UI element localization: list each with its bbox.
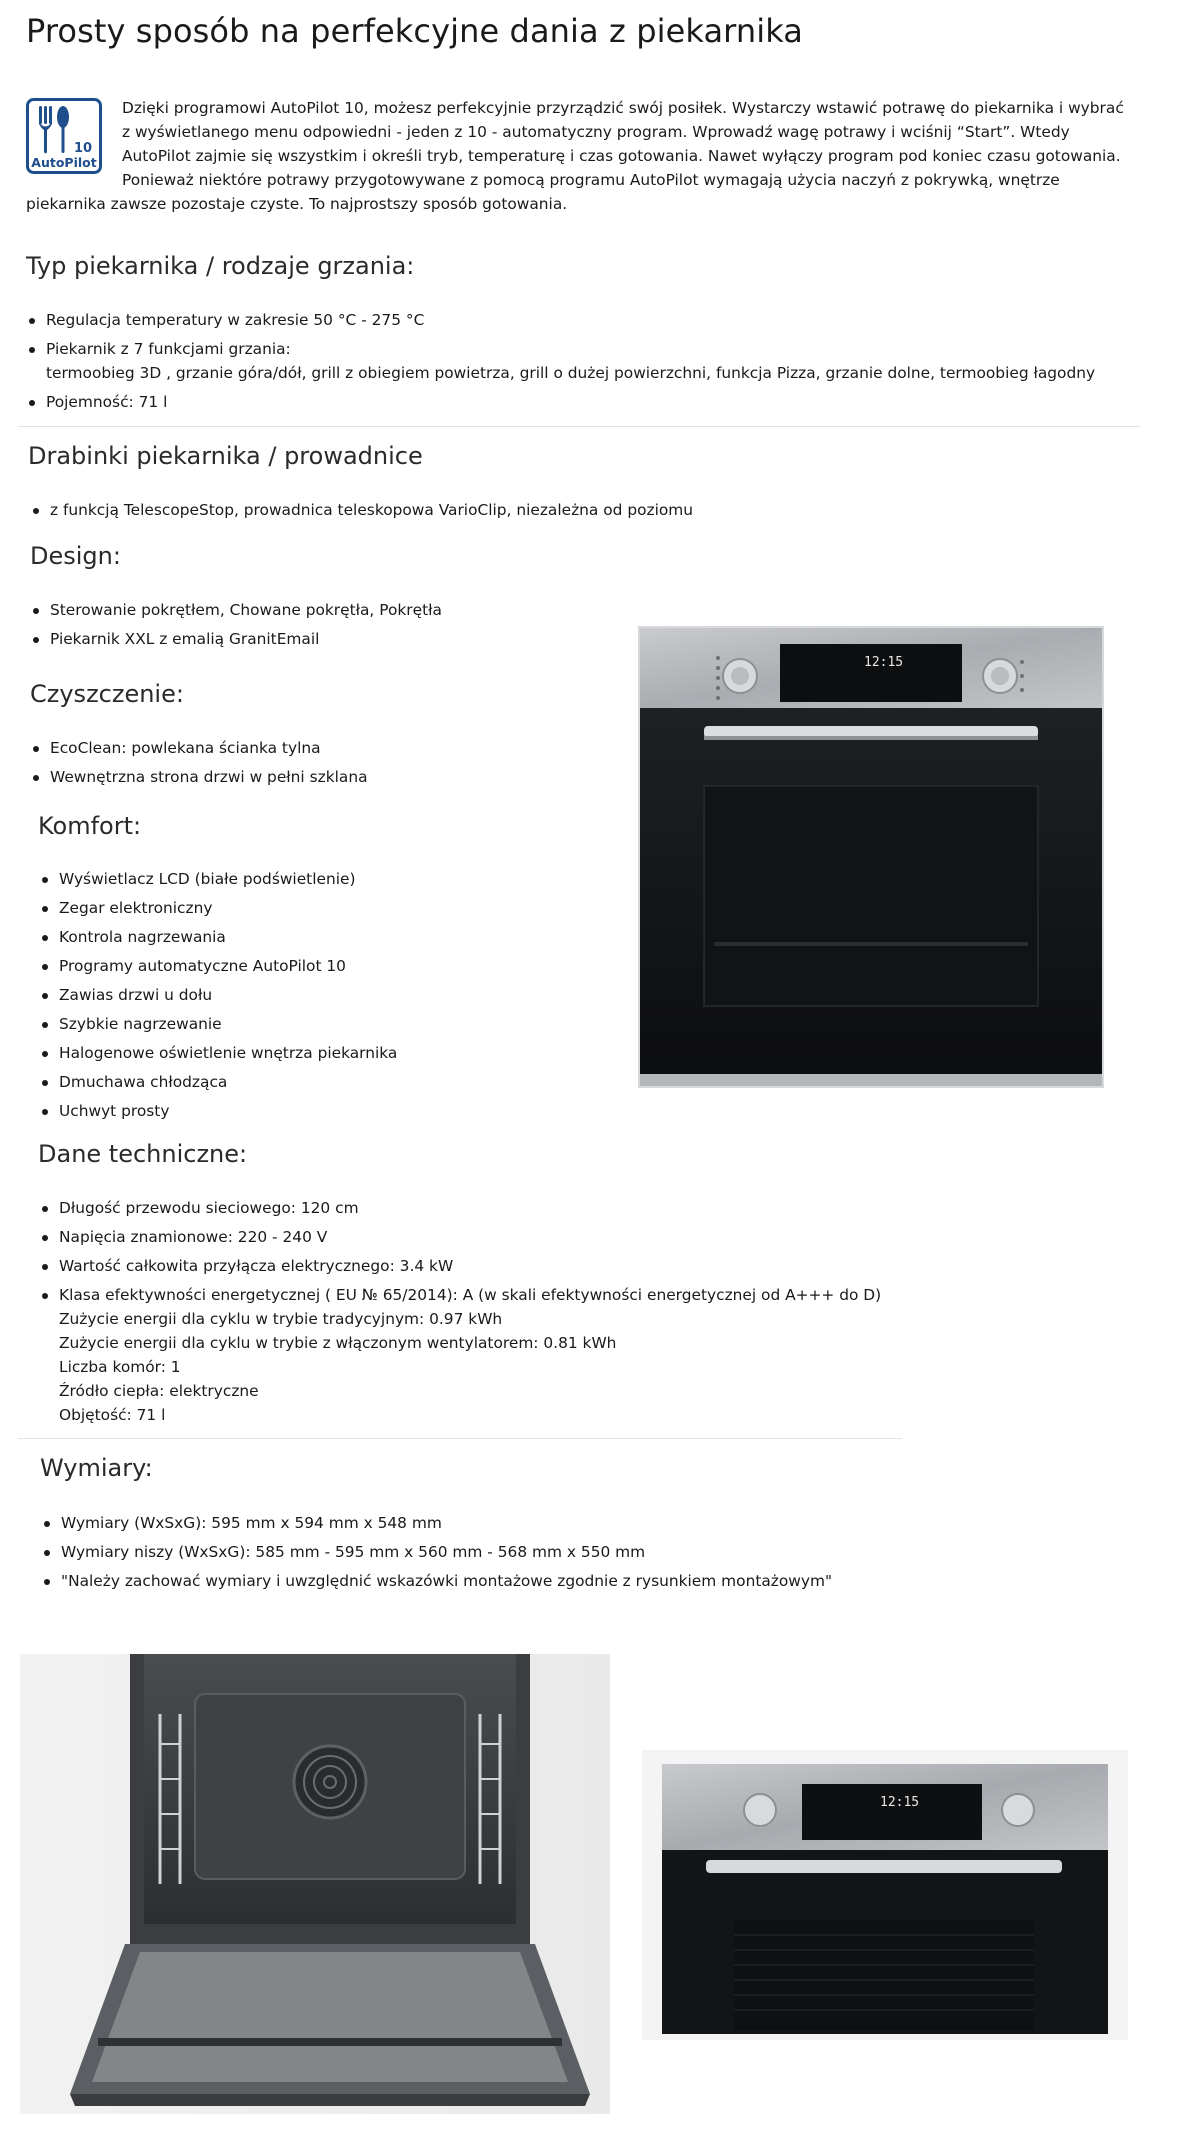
intro-text: Dzięki programowi AutoPilot 10, możesz perfekcyjnie przyrządzić swój posiłek. Wystarczy wstawić potrawę do piekarnika i wybrać z wyświetlanego menu odpowiedni - jeden z 10 - automatyczny program. Wprowadź wagę potrawy i wciśnij “Start”. Wtedy AutoPilot zajmie się wszystkim i określi tryb, temperaturę i czas gotowania. Nawet wyłączy program pod koniec czasu gotowania. Ponieważ niektóre potrawy przygotowywane z pomocą programu AutoPilot wymagają użycia naczyń z pokrywką, wnętrze piekarnika zawsze pozostaje czyste. To najprostszy sposób gotowania. bbox=[26, 99, 1124, 213]
heading-dane-techniczne: Dane techniczne: bbox=[38, 1140, 248, 1168]
list-item: Zawias drzwi u dołu bbox=[39, 983, 639, 1007]
list-item: Długość przewodu sieciowego: 120 cm bbox=[39, 1196, 1019, 1220]
list-item-detail: termoobieg 3D , grzanie góra/dół, grill z obiegiem powietrza, grill o dużej powierzchni, funkcja Pizza, grzanie dolne, termoobieg łagodny bbox=[46, 364, 1096, 382]
heading-drabinki: Drabinki piekarnika / prowadnice bbox=[28, 442, 423, 470]
list-item: "Należy zachować wymiary i uwzględnić wskazówki montażowe zgodnie z rysunkiem montażowym" bbox=[41, 1569, 1041, 1593]
list-item: Wyświetlacz LCD (białe podświetlenie) bbox=[39, 867, 639, 891]
list-item: Piekarnik XXL z emalią GranitEmail bbox=[30, 627, 630, 651]
list-item: Kontrola nagrzewania bbox=[39, 925, 639, 949]
logo-number: 10 bbox=[73, 141, 93, 156]
list-item: Wartość całkowita przyłącza elektrycznego: 3.4 kW bbox=[39, 1254, 1019, 1278]
list-dane-techniczne bbox=[39, 1196, 1019, 1432]
list-item-label: Klasa efektywności energetycznej ( EU № 65/2014): A (w skali efektywności energetycznej od A+++ do D) bbox=[59, 1286, 882, 1304]
list-item: Halogenowe oświetlenie wnętrza piekarnika bbox=[39, 1041, 639, 1065]
oven-display-time-2: 12:15 bbox=[880, 1795, 920, 1810]
oven-front-image bbox=[638, 626, 1104, 1088]
list-item: Sterowanie pokrętłem, Chowane pokrętła, Pokrętła bbox=[30, 598, 630, 622]
list-item-detail: Liczba komór: 1 bbox=[59, 1358, 181, 1376]
heading-czyszczenie: Czyszczenie: bbox=[30, 680, 184, 708]
list-item-detail: Zużycie energii dla cyklu w trybie z włączonym wentylatorem: 0.81 kWh bbox=[59, 1334, 617, 1352]
heading-komfort: Komfort: bbox=[38, 812, 142, 840]
list-komfort bbox=[39, 867, 639, 1128]
list-typ-piekarnika bbox=[26, 308, 1146, 419]
list-item: Uchwyt prosty bbox=[39, 1099, 639, 1123]
list-item-label: Piekarnik z 7 funkcjami grzania: bbox=[46, 340, 291, 358]
list-item: Napięcia znamionowe: 220 - 240 V bbox=[39, 1225, 1019, 1249]
oven-open-image bbox=[20, 1654, 610, 2114]
list-item: Wymiary niszy (WxSxG): 585 mm - 595 mm x 560 mm - 568 mm x 550 mm bbox=[41, 1540, 1041, 1564]
list-item: Regulacja temperatury w zakresie 50 °C - 275 °C bbox=[26, 308, 1146, 332]
oven-display-time: 12:15 bbox=[864, 655, 904, 670]
list-item bbox=[26, 337, 1146, 385]
list-czyszczenie bbox=[30, 736, 630, 794]
list-item-detail: Źródło ciepła: elektryczne bbox=[59, 1382, 259, 1400]
divider bbox=[18, 1438, 902, 1439]
page-title: Prosty sposób na perfekcyjne dania z piekarnika bbox=[26, 12, 804, 50]
list-drabinki bbox=[30, 498, 1030, 527]
list-item: Programy automatyczne AutoPilot 10 bbox=[39, 954, 639, 978]
list-item: Wymiary (WxSxG): 595 mm x 594 mm x 548 mm bbox=[41, 1511, 1041, 1535]
list-item bbox=[39, 1283, 1019, 1427]
list-item: EcoClean: powlekana ścianka tylna bbox=[30, 736, 630, 760]
list-design bbox=[30, 598, 630, 656]
list-item: z funkcją TelescopeStop, prowadnica teleskopowa VarioClip, niezależna od poziomu bbox=[30, 498, 1030, 522]
divider bbox=[18, 426, 1140, 427]
logo-label: AutoPilot bbox=[31, 155, 97, 170]
heading-wymiary: Wymiary: bbox=[40, 1454, 153, 1482]
heading-typ-piekarnika: Typ piekarnika / rodzaje grzania: bbox=[26, 252, 415, 280]
list-item: Wewnętrzna strona drzwi w pełni szklana bbox=[30, 765, 630, 789]
list-item: Szybkie nagrzewanie bbox=[39, 1012, 639, 1036]
list-item: Zegar elektroniczny bbox=[39, 896, 639, 920]
list-wymiary bbox=[41, 1511, 1041, 1598]
oven-control-panel-image bbox=[642, 1750, 1128, 2040]
intro-block bbox=[26, 96, 1136, 216]
list-item-detail: Zużycie energii dla cyklu w trybie tradycyjnym: 0.97 kWh bbox=[59, 1310, 503, 1328]
list-item: Dmuchawa chłodząca bbox=[39, 1070, 639, 1094]
heading-design: Design: bbox=[30, 542, 121, 570]
list-item-detail: Objętość: 71 l bbox=[59, 1406, 166, 1424]
list-item: Pojemność: 71 l bbox=[26, 390, 1146, 414]
autopilot-logo-icon bbox=[26, 98, 102, 174]
